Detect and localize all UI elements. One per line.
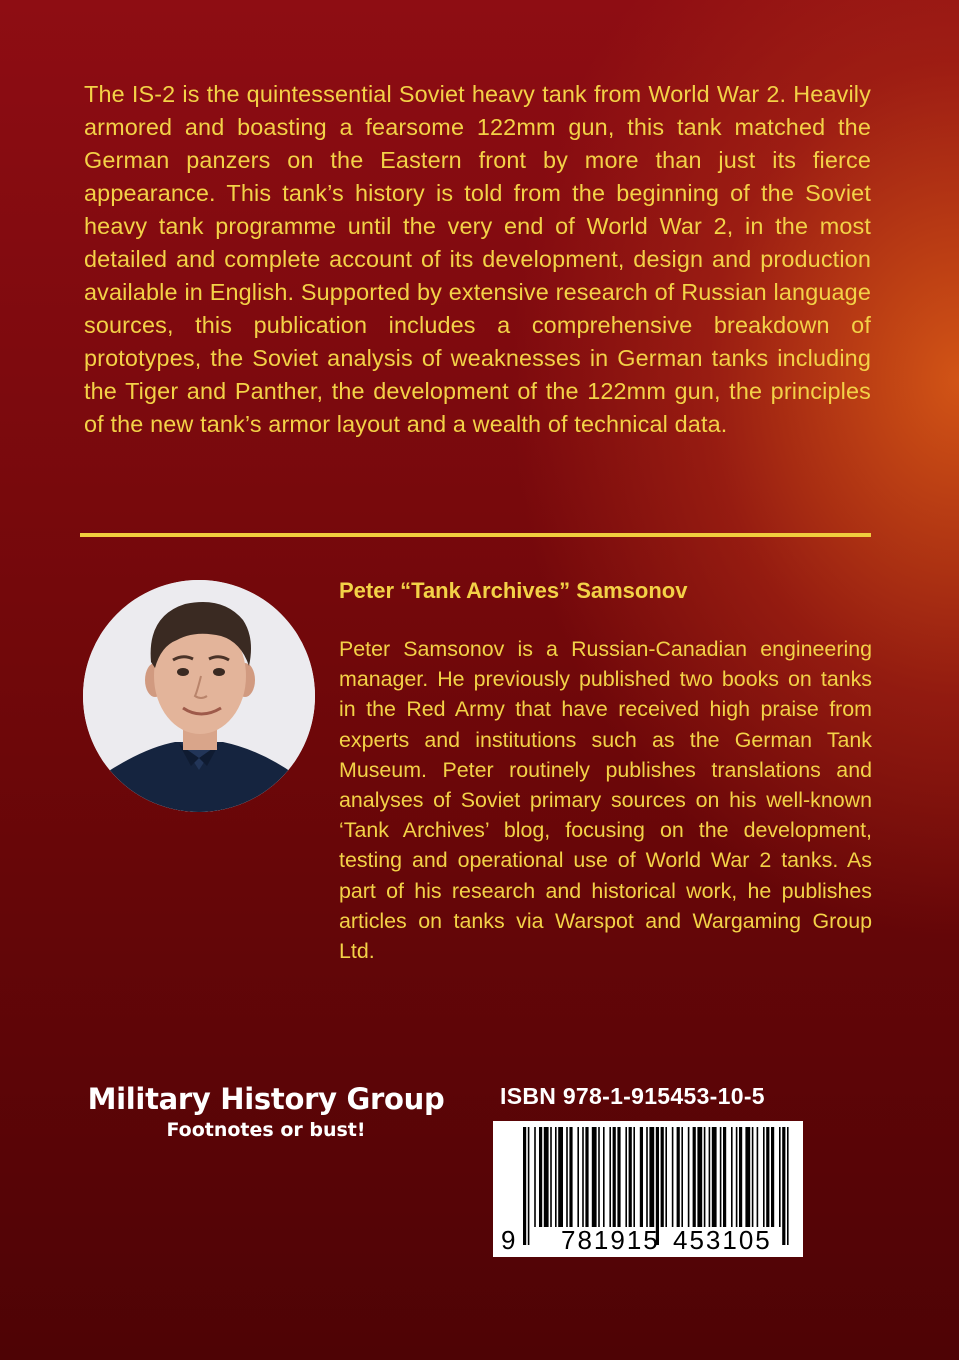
barcode-right-digits: 453105 (673, 1225, 772, 1255)
barcode-bar (609, 1127, 611, 1227)
barcode-bar (598, 1127, 600, 1227)
barcode-bar (757, 1127, 759, 1227)
barcode-bar (528, 1127, 530, 1245)
barcode-bar (782, 1127, 785, 1245)
barcode-bar (745, 1127, 750, 1227)
back-cover-blurb: The IS-2 is the quintessential Soviet heavy tank from World War 2. Heavily armored and boasting a fearsome 122mm gun, this tank matched the German panzers on the Eastern front by more than just its fierce appearance. This tank’s history is told from the beginning of the Soviet heavy tank programme until the very end of World War 2, in the most detailed and complete account of its development, design and production available in English. Supported by extensive research of Russian language sources, this publication includes a comprehensive breakdown of prototypes, the Soviet analysis of weaknesses in German tanks including the Tiger and Panther, the development of the 122mm gun, the principles of the new tank’s armor layout and a wealth of technical data. (84, 81, 871, 437)
publisher-name: Military History Group (87, 1082, 445, 1116)
barcode-bar (665, 1127, 667, 1227)
barcode-bar (592, 1127, 597, 1227)
barcode-bar (731, 1127, 733, 1227)
barcode-bar (558, 1127, 563, 1227)
author-portrait (83, 580, 315, 812)
barcode-bar (523, 1127, 526, 1245)
barcode-bar (555, 1127, 557, 1227)
isbn-label: ISBN 978-1-915453-10-5 (500, 1083, 765, 1109)
barcode-bar (771, 1127, 774, 1227)
barcode-bar (534, 1127, 536, 1227)
barcode-bar (550, 1127, 552, 1227)
barcode-bar (661, 1127, 664, 1227)
barcode-bar (672, 1127, 674, 1227)
barcode-bar (569, 1127, 572, 1227)
barcode-bar (649, 1127, 654, 1227)
barcode-bar (752, 1127, 754, 1227)
barcode-bar (613, 1127, 616, 1227)
author-bio: Peter Samsonov is a Russian-Canadian engineering manager. He previously published two books on tanks in the Red Army that have received high praise from experts and institutions such as the German Tank Museum. Peter routinely publishes translations and analyses of Soviet primary sources on his well-known ‘Tank Archives’ blog, focusing on the development, testing and operational use of World War 2 tanks. As part of his research and historical work, he publishes articles on tanks via Warspot and Wargaming Group Ltd. (339, 637, 872, 964)
barcode-bar (720, 1127, 722, 1227)
barcode-bar (688, 1127, 690, 1227)
barcode-bar (585, 1127, 588, 1227)
barcode-bar (629, 1127, 632, 1227)
barcode-bar (577, 1127, 579, 1227)
barcode-bar (640, 1127, 643, 1227)
section-divider (80, 533, 871, 537)
barcode (493, 1121, 803, 1257)
barcode-bar (712, 1127, 717, 1227)
barcode-bar (646, 1127, 648, 1227)
barcode-left-digits: 781915 (561, 1225, 660, 1255)
barcode-bar (779, 1127, 781, 1227)
barcode-bar (566, 1127, 568, 1227)
barcode-bar (736, 1127, 738, 1227)
publisher-tagline: Footnotes or bust! (166, 1119, 366, 1141)
barcode-bar (766, 1127, 769, 1227)
barcode-bar (582, 1127, 584, 1227)
barcode-bar (697, 1127, 702, 1227)
barcode-bar (704, 1127, 706, 1227)
barcode-bar (617, 1127, 620, 1227)
barcode-lead-digit: 9 (501, 1225, 516, 1255)
barcode-bar (539, 1127, 542, 1227)
barcode-bar (763, 1127, 765, 1227)
barcode-bar (625, 1127, 627, 1227)
publisher-logo (80, 1080, 452, 1142)
author-name: Peter “Tank Archives” Samsonov (339, 578, 688, 603)
barcode-bar (723, 1127, 726, 1227)
barcode-bar (544, 1127, 549, 1227)
barcode-bar (677, 1127, 680, 1227)
barcode-bar (739, 1127, 742, 1227)
barcode-bar (633, 1127, 635, 1227)
barcode-bar (681, 1127, 683, 1227)
barcode-bar (709, 1127, 711, 1227)
barcode-bar (787, 1127, 789, 1245)
barcode-bar (693, 1127, 696, 1227)
barcode-bar (603, 1127, 605, 1227)
